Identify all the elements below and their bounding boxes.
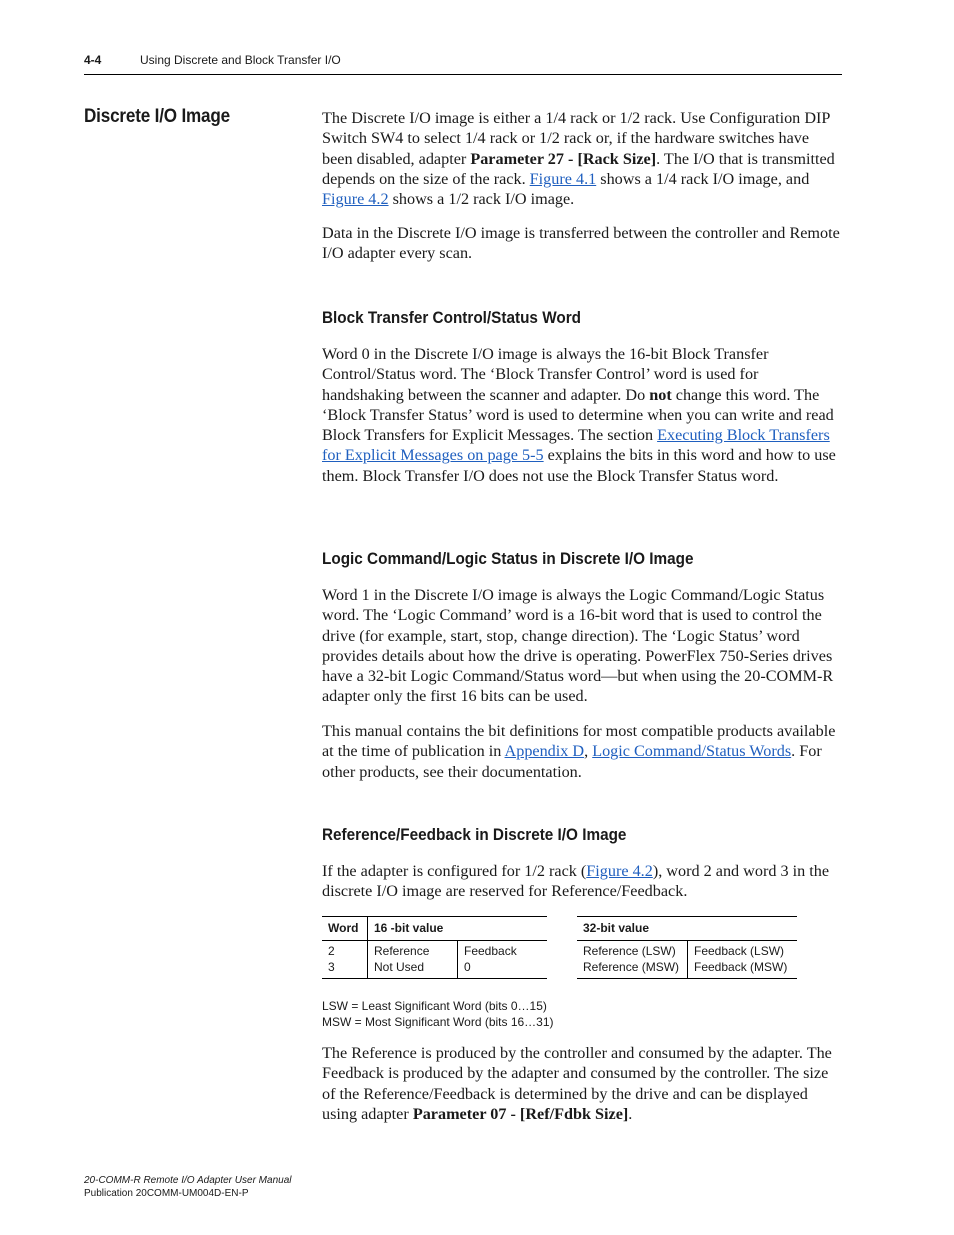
feedback-label: Feedback [464,944,517,958]
lsw-note: LSW = Least Significant Word (bits 0…15) [322,999,547,1013]
text: Word 0 in the Discrete I/O image is always the 16-bit Block Transfer Control/Status word. The ‘Block Transfer Control’ word is used for handshaking between the scanner and adapter. Do [322,345,769,404]
text: , [584,742,593,761]
zero-label: 0 [464,960,471,974]
text: This manual contains the bit definitions for most compatible products available at the time of publication in [322,722,836,761]
reference-paragraph-1 [322,861,842,902]
reference-paragraph-2 [322,1043,842,1124]
page-footer [84,1174,291,1200]
table-32-bit [577,916,797,979]
parameter-27-bold: Parameter 27 - [Rack Size] [470,149,657,168]
intro-paragraph-1 [322,108,842,209]
col-header-32bit: 32-bit value [583,921,650,935]
word-cell [322,941,368,979]
text: shows a 1/2 rack I/O image. [388,190,575,209]
text: If the adapter is configured for 1/2 rack ( [322,862,587,880]
reference-msw-label: Reference (MSW) [583,960,680,974]
msw-note: MSW = Most Significant Word (bits 16…31) [322,1015,554,1029]
publication-number: Publication 20COMM-UM004D-EN-P [84,1188,249,1199]
page-number: 4-4 [84,53,102,67]
logic-paragraph-1: Word 1 in the Discrete I/O image is always the Logic Command/Logic Status word. The ‘Logic Command’ word is a 16-bit word that is used to control the drive (for example, start, stop, change direction). The ‘Logic Status’ word provides details about how the drive is operating. PowerFlex 750-Series drives have a 32-bit Logic Command/Status word—but when using the 20-COMM-R adapter only the first 16 bits can be used. [322,586,834,706]
value-cell-1 [577,941,688,979]
text: . For other products, see their documentation. [322,742,822,781]
value-cell-2 [688,941,798,979]
appendix-d-link[interactable]: Appendix D [504,742,585,761]
text: shows a 1/4 rack I/O image, and [596,169,810,188]
text: . [628,1104,633,1123]
section-title: Discrete I/O Image [84,106,230,127]
not-used-label: Not Used [374,960,425,974]
reference-heading: Reference/Feedback in Discrete I/O Image [322,825,627,844]
text: The Discrete I/O image is either a 1/4 rack or 1/2 rack. Use Configuration DIP Switch SW4 to select 1/4 rack or 1/2 rack or, if the hardware switches have been disabled, adapter [322,109,830,168]
value-cell-2 [458,941,548,979]
reference-label: Reference [374,944,430,958]
table-notes [322,998,554,1030]
figure-4-2-link[interactable]: Figure 4.2 [322,190,389,209]
logic-paragraph-2 [322,721,842,782]
text: change this word. The ‘Block Transfer Status’ word is used to determine when you can write and read Block Transfers for Explicit Messages. The section [322,385,834,445]
figure-4-2-link[interactable]: Figure 4.2 [586,862,653,880]
text: explains the bits in this word and how to use them. Block Transfer I/O does not use the Block Transfer Status word. [322,446,836,485]
word-3: 3 [328,960,335,974]
not-bold: not [649,385,672,404]
value-cell-1 [368,941,458,979]
col-header-word: Word [322,917,368,941]
text: . The I/O that is transmitted depends on the size of the rack. [322,149,835,188]
reference-lsw-label: Reference (LSW) [583,944,676,958]
col-header-16bit: 16 -bit value [374,921,444,935]
text: ), word 2 and word 3 in the discrete I/O image are reserved for Reference/Feedback. [322,862,830,901]
text: The Reference is produced by the controller and consumed by the adapter. The Feedback is produced by the adapter and consumed by the controller. The size of the Reference/Feedback is determined by the drive and can be displayed using adapter [322,1044,832,1123]
manual-title: 20-COMM-R Remote I/O Adapter User Manual [84,1175,292,1186]
executing-block-transfers-link[interactable]: Executing Block Transfers for Explicit Messages on page 5-5 [322,426,830,465]
header-rule [84,74,842,75]
block-transfer-heading: Block Transfer Control/Status Word [322,308,582,327]
running-header [84,53,341,67]
logic-command-status-words-link[interactable]: Logic Command/Status Words [592,742,792,761]
chapter-title: Using Discrete and Block Transfer I/O [140,53,341,67]
block-transfer-paragraph [322,344,842,486]
table-16-bit [322,916,547,979]
figure-4-1-link[interactable]: Figure 4.1 [529,169,597,188]
logic-heading: Logic Command/Logic Status in Discrete I/O Image [322,549,694,568]
intro-paragraph-2: Data in the Discrete I/O image is transferred between the controller and Remote I/O adapter every scan. [322,224,840,263]
feedback-msw-label: Feedback (MSW) [694,960,788,974]
word-2: 2 [328,944,335,958]
feedback-lsw-label: Feedback (LSW) [694,944,785,958]
parameter-07-bold: Parameter 07 - [Ref/Fdbk Size] [412,1104,629,1123]
